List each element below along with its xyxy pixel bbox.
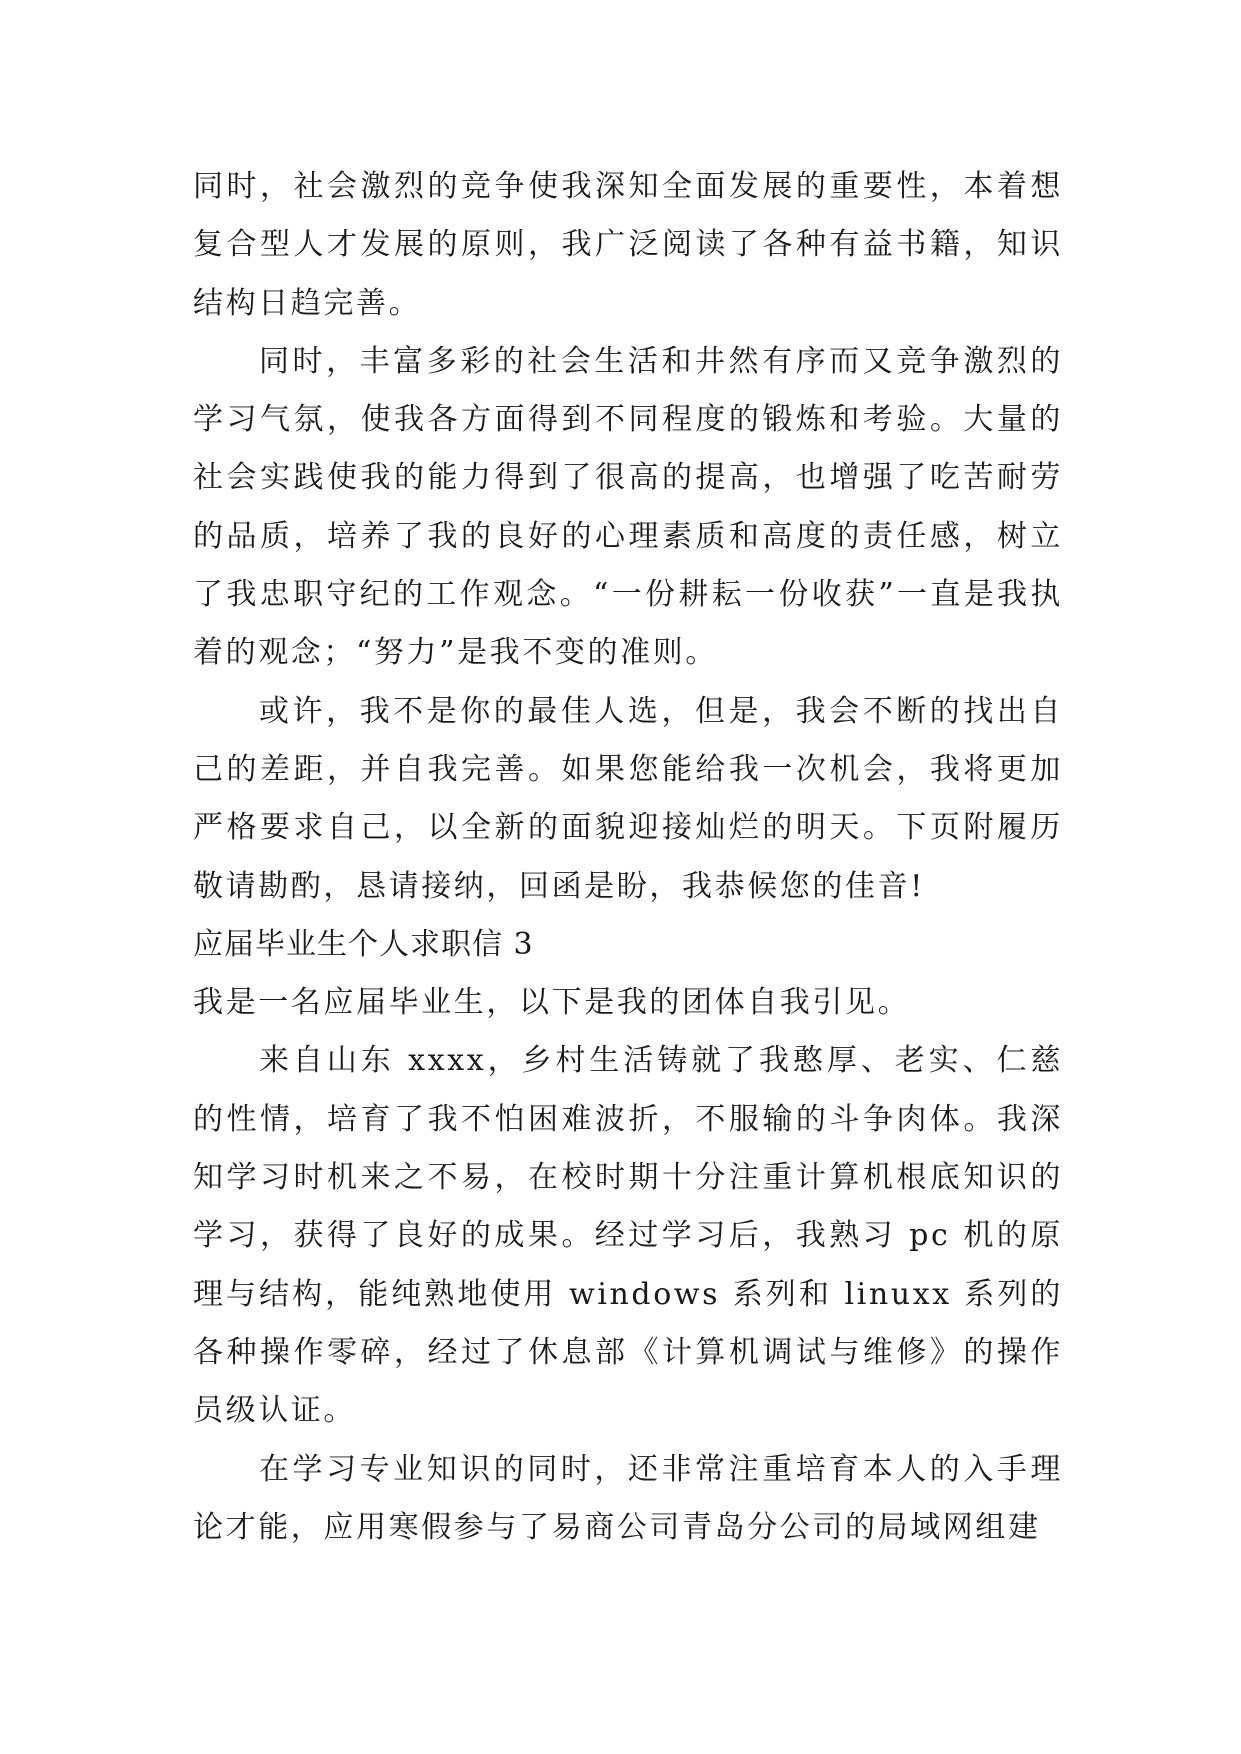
- paragraph-practical-skills: 在学习专业知识的同时，还非常注重培育本人的入手理论才能，应用寒假参与了易商公司青岛分公司的局域网组建: [193, 1451, 1063, 1545]
- document-body: [193, 158, 1063, 1557]
- paragraph-closing-request: 或许，我不是你的最佳人选，但是，我会不断的找出自己的差距，并自我完善。如果您能给我一次机会，我将更加严格要求自己，以全新的面貌迎接灿烂的明天。下页附履历敬请勘酌，恳请接纳，回函是盼，我恭候您的佳音!: [193, 693, 1063, 904]
- paragraph-background: 来自山东 xxxx，乡村生活铸就了我憨厚、老实、仁慈的性情，培育了我不怕困难波折，不服输的斗争肉体。我深知学习时机来之不易，在校时期十分注重计算机根底知识的学习，获得了良好的成果。经过学习后，我熟习 pc 机的原理与结构，能纯熟地使用 windows 系列和 linuxx 系列的各种操作零碎，经过了休息部《计算机调试与维修》的操作员级认证。: [193, 1043, 1063, 1429]
- paragraph-comprehensive-development: 同时，社会激烈的竞争使我深知全面发展的重要性，本着想复合型人才发展的原则，我广泛阅读了各种有益书籍，知识结构日趋完善。: [193, 169, 1063, 321]
- section-heading: 应届毕业生个人求职信 3: [193, 926, 534, 962]
- paragraph-introduction: 我是一名应届毕业生，以下是我的团体自我引见。: [193, 985, 911, 1021]
- paragraph-social-practice: 同时，丰富多彩的社会生活和井然有序而又竞争激烈的学习气氛，使我各方面得到不同程度的锻炼和考验。大量的社会实践使我的能力得到了很高的提高，也增强了吃苦耐劳的品质，培养了我的良好的心理素质和高度的责任感，树立了我忠职守纪的工作观念。“一份耕耘一份收获”一直是我执着的观念；“努力”是我不变的准则。: [193, 343, 1063, 671]
